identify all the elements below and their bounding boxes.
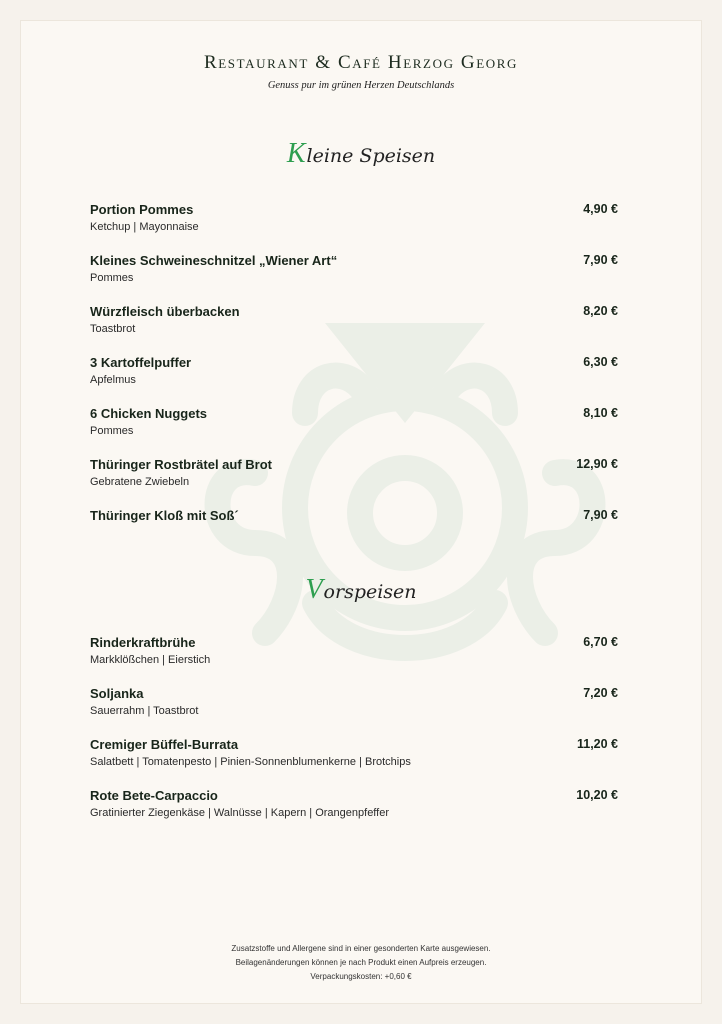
item-price: 6,70 € bbox=[583, 635, 618, 649]
section-title-vorspeisen bbox=[20, 574, 702, 606]
item-description: Gebratene Zwiebeln bbox=[90, 476, 190, 488]
menu-item bbox=[90, 456, 618, 507]
menu-item bbox=[90, 201, 618, 252]
item-description: Pommes bbox=[90, 272, 134, 284]
menu-header bbox=[20, 52, 702, 91]
item-description: Pommes bbox=[90, 425, 134, 437]
menu-item bbox=[90, 405, 618, 456]
item-description: Apfelmus bbox=[90, 374, 136, 386]
menu-item bbox=[90, 252, 618, 303]
item-price: 4,90 € bbox=[583, 202, 618, 216]
menu-item bbox=[90, 787, 618, 838]
item-price: 6,30 € bbox=[583, 355, 618, 369]
item-name: Thüringer Kloß mit Soß´ bbox=[90, 508, 239, 523]
item-description: Gratinierter Ziegenkäse | Walnüsse | Kapern | Orangenpfeffer bbox=[90, 807, 390, 819]
item-name: Kleines Schweineschnitzel „Wiener Art“ bbox=[90, 253, 338, 268]
restaurant-name: Restaurant & Café Herzog Georg bbox=[203, 52, 519, 73]
item-price: 10,20 € bbox=[576, 788, 618, 802]
item-name: Rote Bete-Carpaccio bbox=[90, 788, 218, 803]
section-title-rest: orspeisen bbox=[323, 581, 417, 603]
menu-list-kleine-speisen bbox=[90, 201, 618, 558]
footer-side-dish-note: Beilagenänderungen können je nach Produkt einen Aufpreis erzeugen. bbox=[235, 958, 487, 967]
item-description: Sauerrahm | Toastbrot bbox=[90, 705, 199, 717]
item-price: 8,20 € bbox=[583, 304, 618, 318]
menu-item bbox=[90, 354, 618, 405]
item-description: Toastbrot bbox=[90, 323, 136, 335]
item-description: Ketchup | Mayonnaise bbox=[90, 221, 199, 233]
tagline: Genuss pur im grünen Herzen Deutschlands bbox=[267, 80, 455, 91]
item-name: Soljanka bbox=[90, 686, 144, 701]
menu-item bbox=[90, 507, 618, 558]
menu-footer bbox=[20, 942, 702, 984]
item-price: 12,90 € bbox=[576, 457, 618, 471]
menu-item bbox=[90, 736, 618, 787]
item-description: Markklößchen | Eierstich bbox=[90, 654, 211, 666]
item-name: Rinderkraftbrühe bbox=[90, 635, 196, 650]
item-name: Würzfleisch überbacken bbox=[90, 304, 240, 319]
menu-item bbox=[90, 634, 618, 685]
footer-packaging-cost: Verpackungskosten: +0,60 € bbox=[310, 972, 412, 981]
section-title-initial: V bbox=[305, 574, 323, 605]
item-price: 7,90 € bbox=[583, 508, 618, 522]
menu-item bbox=[90, 685, 618, 736]
item-name: 6 Chicken Nuggets bbox=[90, 406, 208, 421]
menu-list-vorspeisen bbox=[90, 634, 618, 838]
footer-allergen-note: Zusatzstoffe und Allergene sind in einer gesonderten Karte ausgewiesen. bbox=[231, 944, 491, 953]
menu-page bbox=[20, 20, 702, 1004]
item-name: 3 Kartoffelpuffer bbox=[90, 355, 192, 370]
item-price: 8,10 € bbox=[583, 406, 618, 420]
item-price: 7,20 € bbox=[583, 686, 618, 700]
section-title-rest: leine Speisen bbox=[306, 145, 436, 167]
item-name: Cremiger Büffel-Burrata bbox=[90, 737, 239, 752]
item-name: Portion Pommes bbox=[90, 202, 194, 217]
section-title-kleine-speisen bbox=[20, 138, 702, 170]
item-description: Salatbett | Tomatenpesto | Pinien-Sonnenblumenkerne | Brotchips bbox=[90, 756, 411, 768]
item-price: 11,20 € bbox=[576, 737, 618, 751]
menu-item bbox=[90, 303, 618, 354]
section-title-initial: K bbox=[286, 138, 306, 169]
item-name: Thüringer Rostbrätel auf Brot bbox=[90, 457, 273, 472]
item-price: 7,90 € bbox=[583, 253, 618, 267]
